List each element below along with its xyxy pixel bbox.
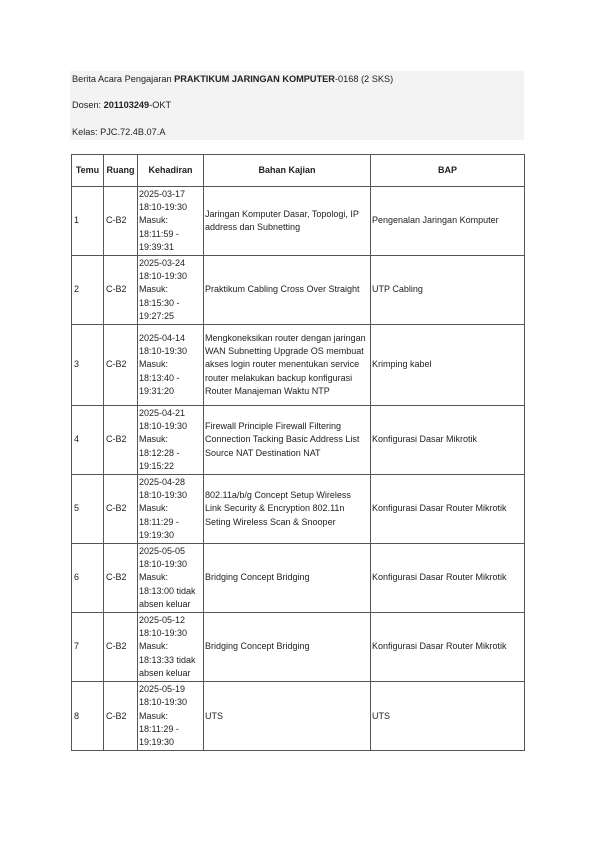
kehadiran-date: 2025-05-19: [139, 684, 186, 695]
document-header: [70, 71, 524, 140]
kehadiran-masuk-time: 18:15:30 -: [139, 297, 180, 308]
kehadiran-time: 18:10-19:30: [139, 202, 188, 213]
kehadiran-date: 2025-04-28: [139, 477, 186, 488]
cell-ruang: C-B2: [104, 256, 138, 325]
col-header-bap: BAP: [371, 155, 525, 187]
kehadiran-masuk-label: Masuk:: [139, 710, 169, 721]
cell-ruang: C-B2: [104, 544, 138, 613]
col-header-kehadiran: Kehadiran: [138, 155, 204, 187]
course-suffix: -0168 (2 SKS): [334, 74, 394, 84]
cell-bap: Krimping kabel: [371, 325, 525, 406]
kehadiran-time: 18:10-19:30: [139, 346, 188, 357]
kehadiran-masuk-label: Masuk:: [139, 572, 169, 583]
cell-kehadiran: [138, 187, 204, 256]
cell-ruang: C-B2: [104, 187, 138, 256]
table-header-row: [72, 155, 525, 187]
kehadiran-time: 18:10-19:30: [139, 271, 188, 282]
cell-bahan-kajian: UTS: [204, 682, 371, 751]
cell-kehadiran: [138, 544, 204, 613]
cell-kehadiran: [138, 325, 204, 406]
cell-bap: Konfigurasi Dasar Router Mikrotik: [371, 544, 525, 613]
table-row: [72, 325, 525, 406]
kehadiran-masuk-time: 18:12:28 -: [139, 447, 180, 458]
cell-temu: 6: [72, 544, 104, 613]
cell-bahan-kajian: 802.11a/b/g Concept Setup Wireless Link Security & Encryption 802.11n Seting Wireless Scan & Snooper: [204, 475, 371, 544]
kehadiran-time: 18:10-19:30: [139, 628, 188, 639]
kehadiran-keluar: absen keluar: [139, 598, 191, 609]
cell-bahan-kajian: Bridging Concept Bridging: [204, 544, 371, 613]
cell-ruang: C-B2: [104, 325, 138, 406]
kehadiran-keluar: 19:15:22: [139, 460, 175, 471]
cell-bahan-kajian: Bridging Concept Bridging: [204, 613, 371, 682]
cell-bahan-kajian: Firewall Principle Firewall Filtering Connection Tacking Basic Address List Source NAT Destination NAT: [204, 406, 371, 475]
table-row: [72, 682, 525, 751]
kehadiran-time: 18:10-19:30: [139, 421, 188, 432]
kehadiran-masuk-label: Masuk:: [139, 503, 169, 514]
col-header-temu: Temu: [72, 155, 104, 187]
course-line: [72, 75, 393, 84]
cell-kehadiran: [138, 682, 204, 751]
table-row: [72, 613, 525, 682]
table-row: [72, 406, 525, 475]
kehadiran-masuk-time: 18:13:00 tidak: [139, 585, 196, 596]
cell-temu: 7: [72, 613, 104, 682]
kehadiran-keluar: 19:31:20: [139, 385, 175, 396]
kehadiran-masuk-time: 18:13:40 -: [139, 372, 180, 383]
kehadiran-keluar: 19:39:31: [139, 241, 175, 252]
course-name: PRAKTIKUM JARINGAN KOMPUTER: [174, 74, 335, 84]
kehadiran-masuk-time: 18:11:29 -: [139, 516, 179, 527]
kehadiran-time: 18:10-19:30: [139, 697, 188, 708]
cell-bap: Konfigurasi Dasar Router Mikrotik: [371, 475, 525, 544]
kehadiran-date: 2025-05-12: [139, 615, 186, 626]
cell-temu: 3: [72, 325, 104, 406]
cell-kehadiran: [138, 475, 204, 544]
course-prefix: Berita Acara Pengajaran: [72, 74, 175, 84]
cell-temu: 2: [72, 256, 104, 325]
dosen-id: 201103249: [103, 100, 150, 110]
dosen-suffix: -OKT: [149, 100, 172, 110]
col-header-ruang: Ruang: [104, 155, 138, 187]
cell-bahan-kajian: Mengkoneksikan router dengan jaringan WAN Subnetting Upgrade OS membuat akses login router menentukan service router melakukan backup konfigurasi Router Manajeman Waktu NTP: [204, 325, 371, 406]
cell-ruang: C-B2: [104, 406, 138, 475]
cell-bap: UTS: [371, 682, 525, 751]
kehadiran-keluar: 19:19:30: [139, 529, 175, 540]
cell-kehadiran: [138, 256, 204, 325]
kehadiran-date: 2025-05-05: [139, 546, 186, 557]
cell-bap: Pengenalan Jaringan Komputer: [371, 187, 525, 256]
kehadiran-masuk-label: Masuk:: [139, 284, 169, 295]
cell-ruang: C-B2: [104, 682, 138, 751]
kehadiran-masuk-label: Masuk:: [139, 434, 169, 445]
kehadiran-masuk-time: 18:11:29 -: [139, 723, 179, 734]
cell-bahan-kajian: Praktikum Cabling Cross Over Straight: [204, 256, 371, 325]
kehadiran-date: 2025-03-24: [139, 258, 186, 269]
kehadiran-masuk-label: Masuk:: [139, 359, 169, 370]
cell-bahan-kajian: Jaringan Komputer Dasar, Topologi, IP address dan Subnetting: [204, 187, 371, 256]
cell-ruang: C-B2: [104, 613, 138, 682]
kehadiran-masuk-label: Masuk:: [139, 215, 169, 226]
kehadiran-keluar: absen keluar: [139, 667, 191, 678]
table-row: [72, 256, 525, 325]
attendance-table: [71, 154, 525, 751]
kelas-line: Kelas: PJC.72.4B.07.A: [72, 127, 166, 137]
cell-temu: 8: [72, 682, 104, 751]
kehadiran-keluar: 19:27:25: [139, 310, 175, 321]
cell-bap: Konfigurasi Dasar Router Mikrotik: [371, 613, 525, 682]
col-header-bahan-kajian: Bahan Kajian: [204, 155, 371, 187]
kehadiran-keluar: 19:19:30: [139, 736, 175, 747]
cell-bap: UTP Cabling: [371, 256, 525, 325]
cell-ruang: C-B2: [104, 475, 138, 544]
cell-temu: 4: [72, 406, 104, 475]
kehadiran-time: 18:10-19:30: [139, 490, 188, 501]
cell-kehadiran: [138, 406, 204, 475]
cell-temu: 5: [72, 475, 104, 544]
cell-temu: 1: [72, 187, 104, 256]
dosen-line: [72, 101, 171, 110]
dosen-label: Dosen:: [72, 100, 104, 110]
table-row: [72, 187, 525, 256]
kehadiran-date: 2025-03-17: [139, 189, 186, 199]
table-row: [72, 475, 525, 544]
kehadiran-masuk-time: 18:13:33 tidak: [139, 654, 196, 665]
cell-kehadiran: [138, 613, 204, 682]
kehadiran-date: 2025-04-21: [139, 408, 186, 419]
kehadiran-date: 2025-04-14: [139, 333, 186, 344]
kehadiran-masuk-time: 18:11:59 -: [139, 228, 179, 239]
kehadiran-masuk-label: Masuk:: [139, 641, 169, 652]
kehadiran-time: 18:10-19:30: [139, 559, 188, 570]
table-row: [72, 544, 525, 613]
cell-bap: Konfigurasi Dasar Mikrotik: [371, 406, 525, 475]
